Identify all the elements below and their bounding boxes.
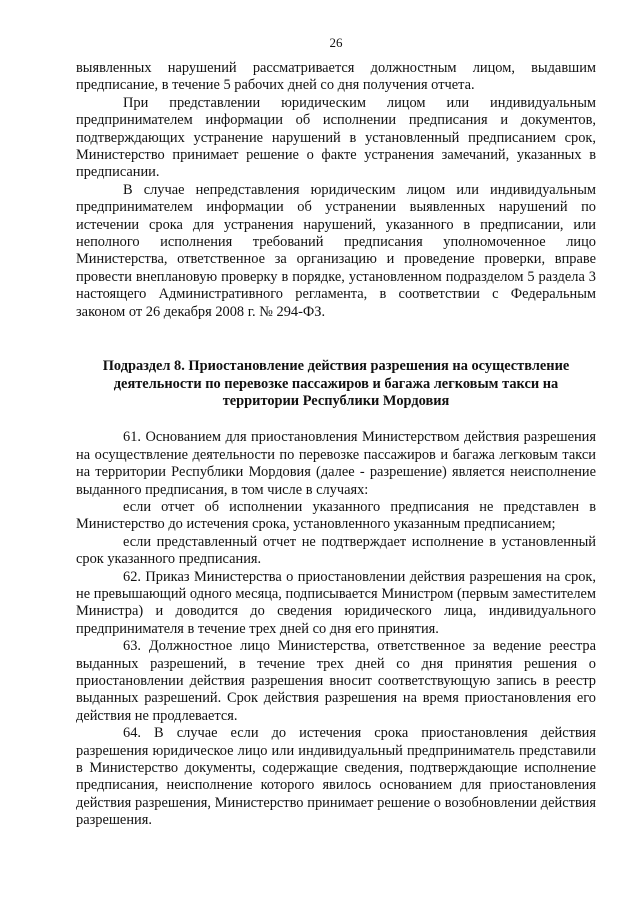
paragraph-62: 62. Приказ Министерства о приостановлении действия разрешения на срок, не превышающий одного месяца, подписывается Министром (первым заместителем Министра) и доводится до сведения юридического лица, индивидуального предпринимателя в течение трех дней со дня его принятия. — [76, 568, 596, 637]
paragraph-case-report-not-submitted: если отчет об исполнении указанного предписания не представлен в Министерство до истечения срока, установленного указанным предписанием; — [76, 498, 596, 533]
paragraph-continuation: выявленных нарушений рассматривается должностным лицом, выдавшим предписание, в течение 5 рабочих дней со дня получения отчета. — [76, 60, 596, 94]
paragraph-submission-info: При представлении юридическим лицом или индивидуальным предпринимателем информации об исполнении предписания и документов, подтверждающих устранение нарушений в установленный предписанием срок, Министерство принимает решение о факте устранения замечаний, указанных в предписании. — [76, 94, 596, 181]
document-body — [76, 60, 596, 830]
paragraph-case-report-not-confirming: если представленный отчет не подтверждает исполнение в установленный срок указанного предписания. — [76, 533, 596, 568]
paragraph-non-submission: В случае непредставления юридическим лицом или индивидуальным предпринимателем информации об устранении выявленных нарушений по истечении срока для устранения нарушений, указанного в предписании, или неполного исполнения требований предписания уполномоченное лицо Министерства, ответственное за организацию и проведение проверки, вправе провести внеплановую проверку в порядке, установленном подразделом 5 раздела 3 настоящего Административного регламента, в соответствии с Федеральным законом от 26 декабря 2008 г. № 294-ФЗ. — [76, 181, 596, 320]
page-number: 26 — [329, 35, 343, 50]
paragraph-63: 63. Должностное лицо Министерства, ответственное за ведение реестра выданных разрешений, в течение трех дней со дня принятия решения о приостановлении действия разрешения вносит соответствующую запись в реестр выданных разрешений. Срок действия разрешения на время приостановления его действия не продлевается. — [76, 638, 596, 724]
paragraph-64: 64. В случае если до истечения срока приостановления действия разрешения юридическое лицо или индивидуальный предприниматель представили в Министерство документы, содержащие сведения, подтверждающие исполнение предписания, неисполнение которого явилось основанием для приостановления действия разрешения, Министерство принимает решение о возобновлении действия разрешения. — [76, 725, 596, 829]
paragraph-61: 61. Основанием для приостановления Министерством действия разрешения на осуществление деятельности по перевозке пассажиров и багажа легковым такси на территории Республики Мордовия (далее - разрешение) является неисполнение выданного предписания, в том числе в случаях: — [76, 429, 596, 498]
subsection-heading: Подраздел 8. Приостановление действия разрешения на осуществление деятельности по перевозке пассажиров и багажа легковым такси на территории Республики Мордовия — [102, 358, 570, 409]
